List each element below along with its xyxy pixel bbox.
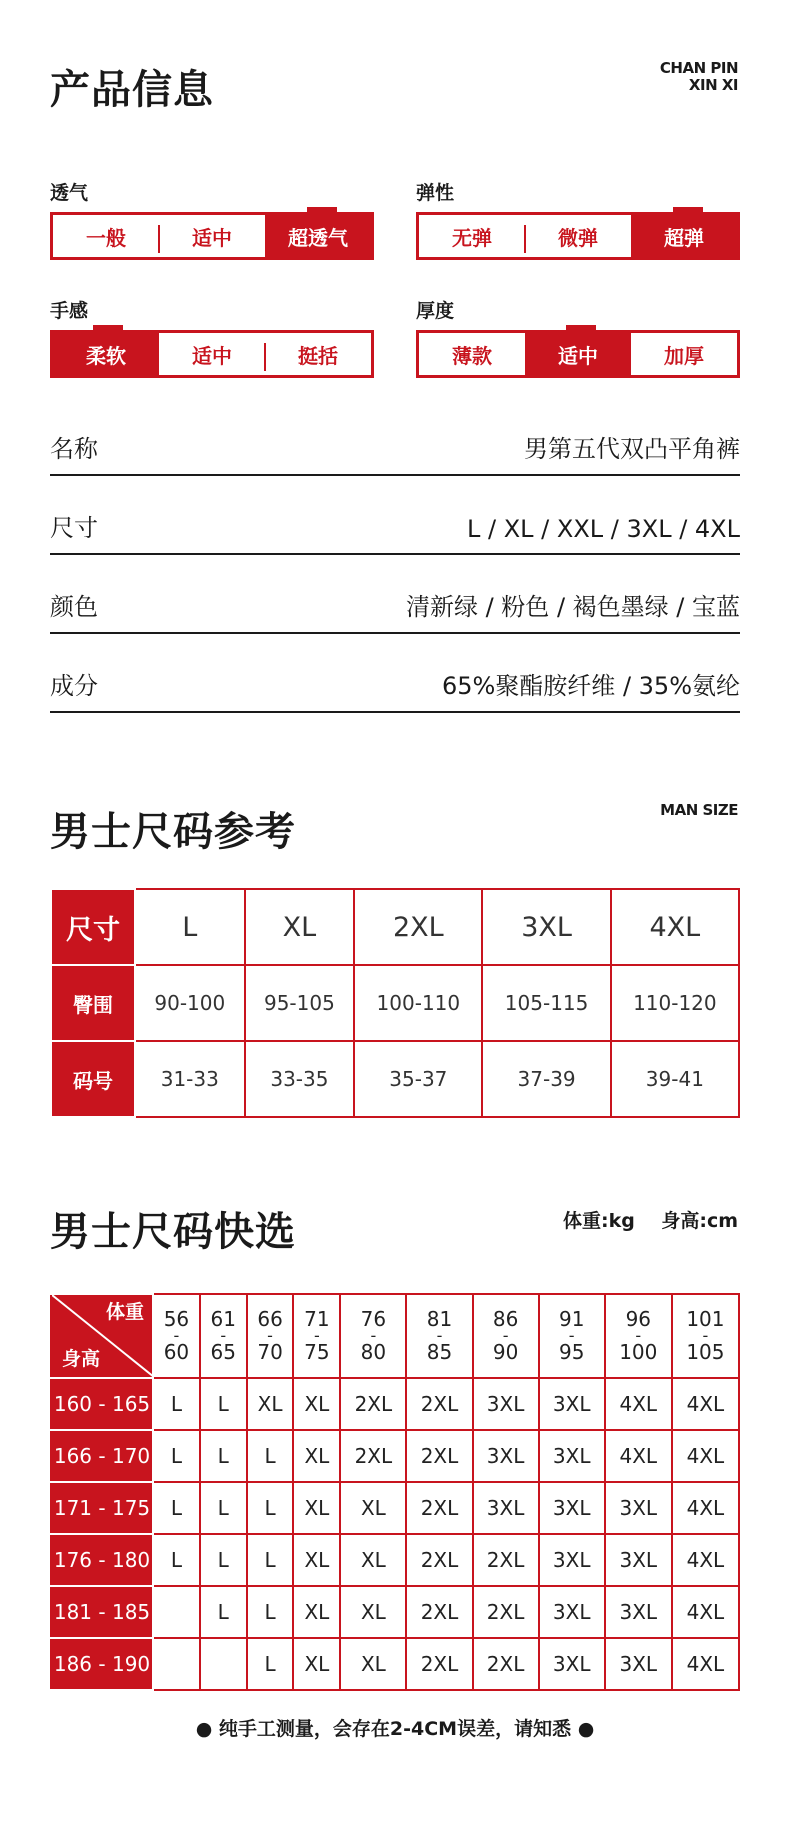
size-cell: 2XL — [340, 1378, 406, 1430]
size-cell: 3XL — [473, 1482, 539, 1534]
property-option[interactable]: 适中 — [192, 225, 232, 250]
size-cell: L — [153, 1430, 200, 1482]
size-cell: L — [153, 1534, 200, 1586]
size-cell: 2XL — [473, 1534, 539, 1586]
size-cell: 4XL — [672, 1638, 739, 1690]
property-segment — [50, 212, 374, 260]
size-cell: 3XL — [539, 1586, 605, 1638]
size-cell: L — [153, 1482, 200, 1534]
property-segment — [416, 212, 740, 260]
property-segment — [416, 330, 740, 378]
info-row — [50, 414, 740, 476]
size-cell: L — [247, 1430, 294, 1482]
range-dash: - — [702, 1326, 709, 1345]
measurement-note: ● 纯手工测量，会存在2-4CM误差，请知悉 ● — [195, 1718, 595, 1740]
units-label: 体重:kg 身高:cm — [563, 1210, 738, 1232]
selected-marker — [307, 207, 337, 212]
property-option[interactable]: 薄款 — [452, 343, 492, 368]
size-cell: 3XL — [605, 1534, 672, 1586]
weight-to: 85 — [426, 1340, 453, 1364]
property-segment — [50, 330, 374, 378]
size-cell: XL — [293, 1430, 340, 1482]
weight-range — [473, 1294, 539, 1378]
table-row — [51, 1638, 739, 1690]
table-cell: 95-105 — [245, 965, 355, 1041]
size-cell: XL — [293, 1638, 340, 1690]
size-cell: 3XL — [539, 1534, 605, 1586]
weight-to: 80 — [360, 1340, 387, 1364]
size-cell: 4XL — [672, 1482, 739, 1534]
size-cell: 2XL — [406, 1586, 472, 1638]
size-cell — [153, 1638, 200, 1690]
size-quick-table — [50, 1293, 740, 1691]
weight-to: 100 — [619, 1340, 658, 1364]
product-info-title: 产品信息 — [50, 67, 214, 113]
size-cell: 4XL — [605, 1430, 672, 1482]
size-cell: 3XL — [605, 1638, 672, 1690]
size-cell: XL — [247, 1378, 294, 1430]
property-option[interactable]: 加厚 — [664, 343, 704, 368]
table-cell: 33-35 — [245, 1041, 355, 1117]
table-cell: 100-110 — [354, 965, 482, 1041]
size-cell: 3XL — [539, 1638, 605, 1690]
range-dash: - — [370, 1326, 377, 1345]
table-cell: 3XL — [482, 889, 610, 965]
weight-from: 96 — [625, 1307, 652, 1331]
property-option[interactable]: 适中 — [525, 333, 631, 375]
size-cell: 3XL — [473, 1378, 539, 1430]
table-row — [51, 1534, 739, 1586]
range-dash: - — [220, 1326, 227, 1345]
info-value: 65%聚酯胺纤维 / 35%氨纶 — [441, 672, 740, 700]
size-cell: L — [247, 1586, 294, 1638]
weight-range — [247, 1294, 294, 1378]
size-reference-tag: MAN SIZE — [660, 801, 738, 819]
size-cell: 2XL — [406, 1482, 472, 1534]
property-label: 弹性 — [416, 182, 455, 204]
size-cell: 3XL — [473, 1430, 539, 1482]
size-cell — [153, 1586, 200, 1638]
weight-to: 65 — [210, 1340, 236, 1364]
table-cell: 39-41 — [611, 1041, 739, 1117]
weight-header-row — [51, 1294, 739, 1378]
weight-range — [200, 1294, 247, 1378]
weight-to: 60 — [163, 1340, 190, 1364]
info-row — [50, 493, 740, 555]
size-cell: 2XL — [473, 1586, 539, 1638]
size-cell: XL — [293, 1482, 340, 1534]
size-cell — [200, 1638, 247, 1690]
info-row — [50, 572, 740, 634]
size-cell: 2XL — [406, 1534, 472, 1586]
height-range: 171 - 175 — [51, 1482, 153, 1534]
weight-range — [340, 1294, 406, 1378]
weight-from: 86 — [492, 1307, 519, 1331]
weight-range — [153, 1294, 200, 1378]
size-cell: 3XL — [539, 1482, 605, 1534]
table-row — [51, 965, 739, 1041]
info-key: 名称 — [50, 435, 98, 463]
table-cell: 105-115 — [482, 965, 610, 1041]
size-cell: L — [200, 1482, 247, 1534]
property-label: 透气 — [50, 182, 89, 204]
table-cell: 31-33 — [135, 1041, 245, 1117]
size-cell: XL — [340, 1534, 406, 1586]
weight-to: 95 — [558, 1340, 585, 1364]
weight-range — [672, 1294, 739, 1378]
size-cell: 3XL — [539, 1378, 605, 1430]
weight-axis-label: 体重 — [105, 1301, 144, 1323]
range-dash: - — [568, 1326, 575, 1345]
property-option[interactable]: 超弹 — [631, 215, 737, 257]
size-cell: L — [200, 1378, 247, 1430]
property-option[interactable]: 适中 — [159, 333, 265, 375]
size-cell: 3XL — [539, 1430, 605, 1482]
info-value: L / XL / XXL / 3XL / 4XL — [467, 515, 740, 543]
table-cell: 90-100 — [135, 965, 245, 1041]
weight-from: 66 — [257, 1307, 283, 1331]
table-row — [51, 1430, 739, 1482]
table-row — [51, 1378, 739, 1430]
range-dash: - — [267, 1326, 273, 1345]
size-cell: 3XL — [605, 1586, 672, 1638]
size-cell: 2XL — [406, 1378, 472, 1430]
range-dash: - — [502, 1326, 509, 1345]
size-cell: 2XL — [473, 1638, 539, 1690]
property-label: 手感 — [50, 300, 89, 322]
selected-marker — [566, 325, 596, 330]
property-option[interactable]: 微弹 — [558, 225, 598, 250]
weight-to: 70 — [257, 1340, 283, 1364]
tag-line-1: CHAN PIN — [659, 59, 738, 77]
info-row — [50, 651, 740, 713]
size-cell: 4XL — [672, 1534, 739, 1586]
row-header: 臀围 — [51, 965, 135, 1041]
selected-marker — [93, 325, 123, 330]
height-range: 181 - 185 — [51, 1586, 153, 1638]
table-cell: 35-37 — [354, 1041, 482, 1117]
weight-from: 81 — [426, 1307, 453, 1331]
corner-header — [51, 1294, 153, 1378]
range-dash: - — [314, 1326, 320, 1345]
size-cell: 2XL — [406, 1638, 472, 1690]
info-key: 颜色 — [50, 593, 98, 621]
range-dash: - — [635, 1326, 642, 1345]
table-row — [51, 889, 739, 965]
weight-from: 76 — [360, 1307, 387, 1331]
row-header: 尺寸 — [51, 889, 135, 965]
table-cell: 2XL — [354, 889, 482, 965]
height-range: 186 - 190 — [51, 1638, 153, 1690]
size-cell: XL — [293, 1586, 340, 1638]
size-cell: XL — [340, 1638, 406, 1690]
size-cell: L — [247, 1638, 294, 1690]
size-quick-title: 男士尺码快选 — [50, 1209, 296, 1255]
property-option[interactable]: 一般 — [53, 215, 159, 257]
table-cell: XL — [245, 889, 355, 965]
product-info-tag — [660, 60, 738, 94]
selected-marker — [673, 207, 703, 212]
size-cell: 4XL — [605, 1378, 672, 1430]
size-reference-title: 男士尺码参考 — [50, 809, 296, 855]
weight-from: 71 — [304, 1307, 330, 1331]
info-value: 男第五代双凸平角裤 — [524, 435, 740, 463]
table-cell: 4XL — [611, 889, 739, 965]
weight-from: 61 — [210, 1307, 236, 1331]
height-range: 166 - 170 — [51, 1430, 153, 1482]
weight-from: 101 — [686, 1307, 725, 1331]
height-range: 176 - 180 — [51, 1534, 153, 1586]
info-key: 成分 — [50, 672, 98, 700]
size-cell: 3XL — [605, 1482, 672, 1534]
size-cell: L — [247, 1534, 294, 1586]
property-option[interactable]: 无弹 — [419, 215, 525, 257]
table-row — [51, 1482, 739, 1534]
size-cell: 2XL — [406, 1430, 472, 1482]
tag-line-2: XIN XI — [688, 76, 738, 94]
weight-to: 75 — [304, 1340, 330, 1364]
property-option[interactable]: 挺括 — [298, 343, 338, 368]
table-cell: 37-39 — [482, 1041, 610, 1117]
weight-from: 56 — [163, 1307, 190, 1331]
range-dash: - — [173, 1326, 180, 1345]
weight-range — [605, 1294, 672, 1378]
size-cell: XL — [293, 1534, 340, 1586]
size-cell: L — [200, 1534, 247, 1586]
size-cell: 4XL — [672, 1430, 739, 1482]
info-value: 清新绿 / 粉色 / 褐色墨绿 / 宝蓝 — [405, 593, 740, 621]
property-option[interactable]: 超透气 — [265, 215, 371, 257]
info-key: 尺寸 — [50, 514, 98, 542]
range-dash: - — [436, 1326, 443, 1345]
property-label: 厚度 — [416, 300, 455, 322]
weight-from: 91 — [558, 1307, 585, 1331]
table-row — [51, 1041, 739, 1117]
table-cell: 110-120 — [611, 965, 739, 1041]
size-cell: XL — [340, 1482, 406, 1534]
size-cell: L — [247, 1482, 294, 1534]
property-option[interactable]: 柔软 — [53, 333, 159, 375]
size-cell: L — [200, 1430, 247, 1482]
row-header: 码号 — [51, 1041, 135, 1117]
weight-range — [539, 1294, 605, 1378]
weight-to: 105 — [686, 1340, 725, 1364]
size-cell: L — [153, 1378, 200, 1430]
height-axis-label: 身高 — [62, 1348, 101, 1370]
size-cell: XL — [340, 1586, 406, 1638]
size-cell: 4XL — [672, 1586, 739, 1638]
weight-range — [406, 1294, 472, 1378]
weight-range — [293, 1294, 340, 1378]
table-row — [51, 1586, 739, 1638]
size-cell: 4XL — [672, 1378, 739, 1430]
size-cell: 2XL — [340, 1430, 406, 1482]
height-range: 160 - 165 — [51, 1378, 153, 1430]
size-reference-table — [50, 888, 740, 1118]
table-cell: L — [135, 889, 245, 965]
size-cell: L — [200, 1586, 247, 1638]
size-cell: XL — [293, 1378, 340, 1430]
weight-to: 90 — [492, 1340, 519, 1364]
